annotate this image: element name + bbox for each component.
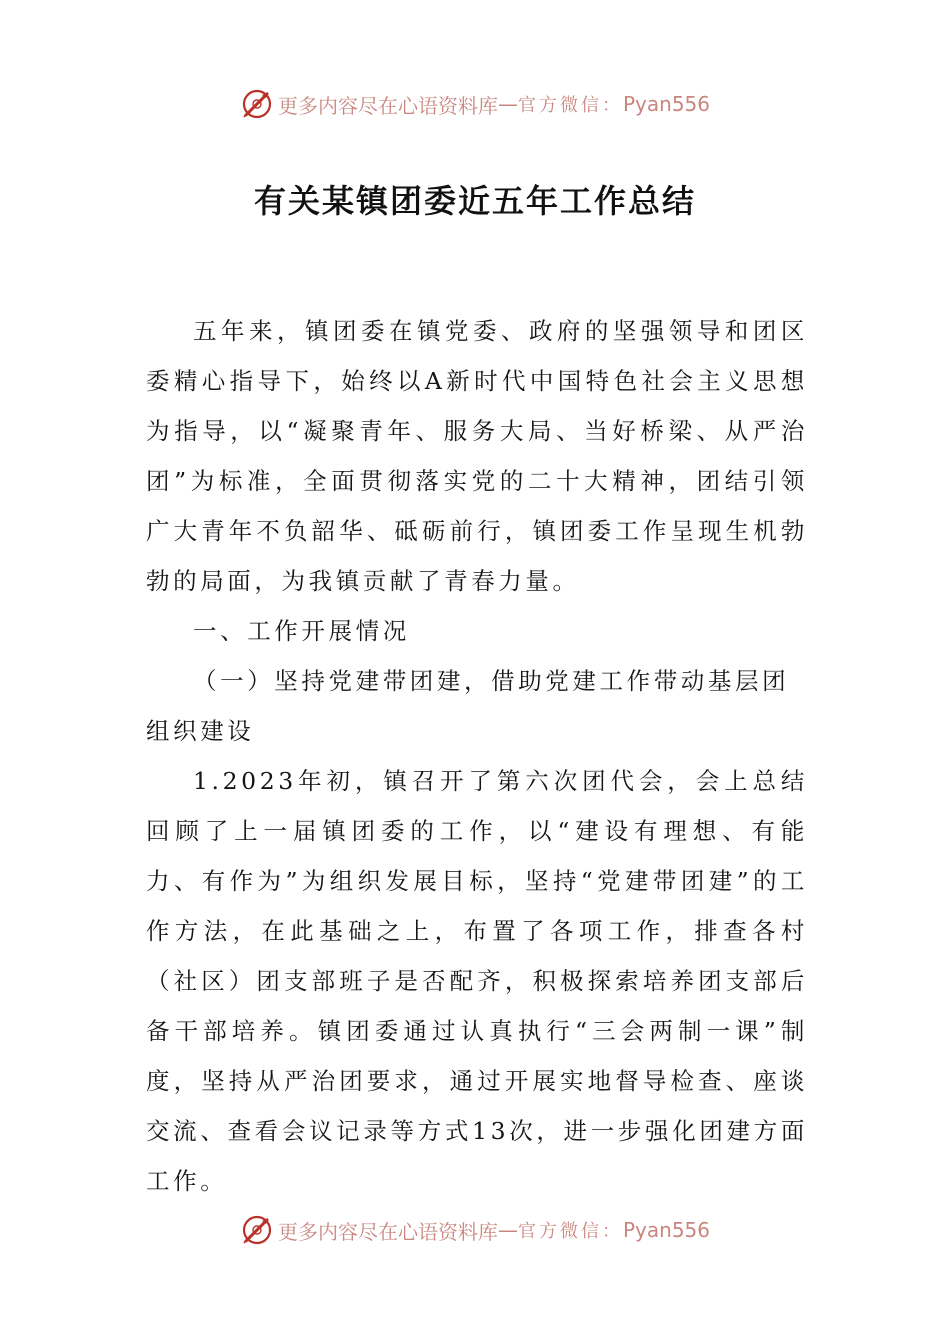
subsection-heading: （一）坚持党建带团建，借助党建工作带动基层团组织建设 <box>146 667 790 745</box>
pen-circle-logo-icon <box>240 1213 274 1247</box>
pen-circle-logo-icon <box>240 87 274 121</box>
document-body <box>146 306 808 1206</box>
watermark-text: 更多内容尽在心语资料库 <box>277 1219 498 1244</box>
section-heading: 一、工作开展情况 <box>193 617 410 645</box>
watermark-label: 官方微信： <box>517 95 623 116</box>
watermark-label: 官方微信： <box>517 1221 623 1242</box>
document-title: 有关某镇团委近五年工作总结 <box>253 182 696 220</box>
paragraph-intro: 五年来，镇团委在镇党委、政府的坚强领导和团区委精心指导下，始终以A新时代中国特色社会主义思想为指导，以“凝聚青年、服务大局、当好桥梁、从严治团”为标准，全面贯彻落实党的二十大精神，团结引领广大青年不负韶华、砥砺前行，镇团委工作呈现生机勃勃的局面，为我镇贡献了青春力量。 <box>146 317 808 595</box>
watermark-header <box>0 86 950 122</box>
watermark-text: 更多内容尽在心语资料库 <box>277 93 498 118</box>
watermark-wechat-id: Pyan556 <box>622 1218 710 1242</box>
watermark-dash: — <box>497 92 518 116</box>
paragraph-item-1: 1.2023年初，镇召开了第六次团代会，会上总结回顾了上一届镇团委的工作，以“建设有理想、有能力、有作为”为组织发展目标，坚持“党建带团建”的工作方法，在此基础之上，布置了各项工作，排查各村（社区）团支部班子是否配齐，积极探索培养团支部后备干部培养。镇团委通过认真执行“三会两制一课”制度，坚持从严治团要求，通过开展实地督导检查、座谈交流、查看会议记录等方式13次，进一步强化团建方面工作。 <box>146 767 808 1195</box>
watermark-wechat-id: Pyan556 <box>622 92 710 116</box>
watermark-dash: — <box>497 1218 518 1242</box>
watermark-footer <box>0 1212 950 1248</box>
